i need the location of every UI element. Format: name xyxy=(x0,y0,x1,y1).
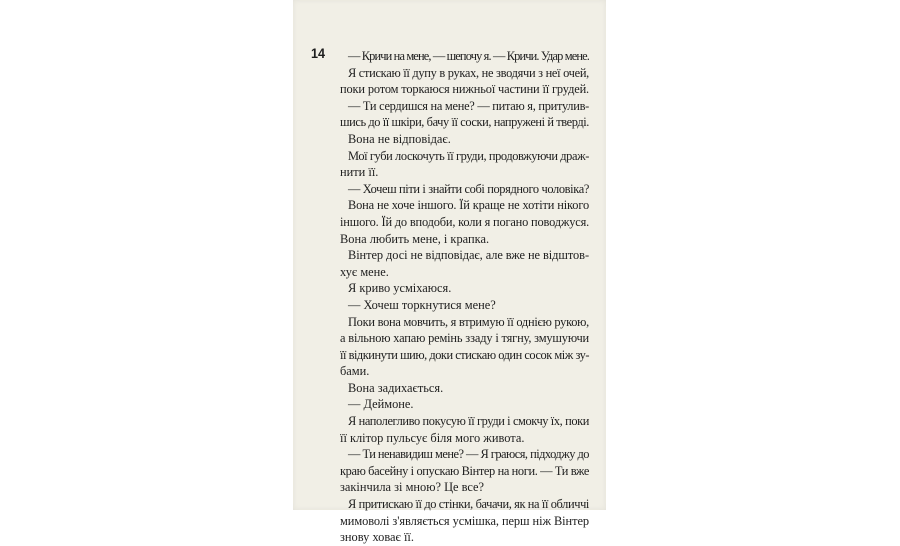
text-line: — Хочеш торкнутися мене? xyxy=(348,297,496,312)
text-line: хує мене. xyxy=(340,264,389,279)
text-line: її відкинути шию, доки стискаю один сосок між зу- xyxy=(340,347,589,362)
text-line: Поки вона мовчить, я втримую її однією рукою, xyxy=(348,314,589,329)
text-line: бами. xyxy=(340,364,370,379)
text-line: — Ти ненавидиш мене? — Я граюся, підходжу до xyxy=(348,447,589,462)
text-line: шись до її шкіри, бачу її соски, напружені й тверді. xyxy=(340,115,589,130)
text-line: Я стискаю її дупу в руках, не зводячи з неї очей, xyxy=(348,65,589,80)
text-line: краю басейну і опускаю Вінтер на ноги. — Ти вже xyxy=(340,463,589,478)
text-line: Вона не хоче іншого. Їй краще не хотіти нікого xyxy=(348,198,589,213)
text-line: нити її. xyxy=(340,165,379,180)
text-line: — Ти сердишся на мене? — питаю я, притулив- xyxy=(348,98,589,113)
text-line: закінчила зі мною? Це все? xyxy=(340,480,485,495)
text-line: знову ховає її. xyxy=(340,530,414,545)
text-line: Я притискаю її до стінки, бачачи, як на її обличчі xyxy=(348,497,589,512)
text-line: Мої губи лоскочуть її груди, продовжуючи драж- xyxy=(348,148,589,163)
text-line: Вона задихається. xyxy=(348,380,444,395)
page-text xyxy=(340,48,589,546)
text-line: її клітор пульсує біля мого живота. xyxy=(340,430,525,445)
page-number: 14 xyxy=(311,45,326,61)
text-line: Вінтер досі не відповідає, але вже не відштов- xyxy=(348,248,589,263)
text-line: — Кричи на мене, — шепочу я. — Кричи. Удар мене. xyxy=(348,49,589,63)
text-line: Я наполегливо покусую її груди і смокчу їх, поки xyxy=(348,414,589,429)
text-line: мимоволі з'являється усмішка, перш ніж Вінтер xyxy=(340,513,589,528)
text-line: поки ротом торкаюся нижньої частини її грудей. xyxy=(340,82,589,97)
text-line: Вона не відповідає. xyxy=(348,131,451,146)
text-line: а вільною хапаю ремінь ззаду і тягну, змушуючи xyxy=(340,331,589,346)
text-line: Вона любить мене, і крапка. xyxy=(340,231,490,246)
text-line: — Хочеш піти і знайти собі порядного чоловіка? xyxy=(348,181,589,196)
text-line: іншого. Їй до вподоби, коли я погано поводжуся. xyxy=(340,214,589,229)
text-line: — Деймоне. xyxy=(348,397,414,412)
text-line: Я криво усміхаюся. xyxy=(348,281,452,296)
